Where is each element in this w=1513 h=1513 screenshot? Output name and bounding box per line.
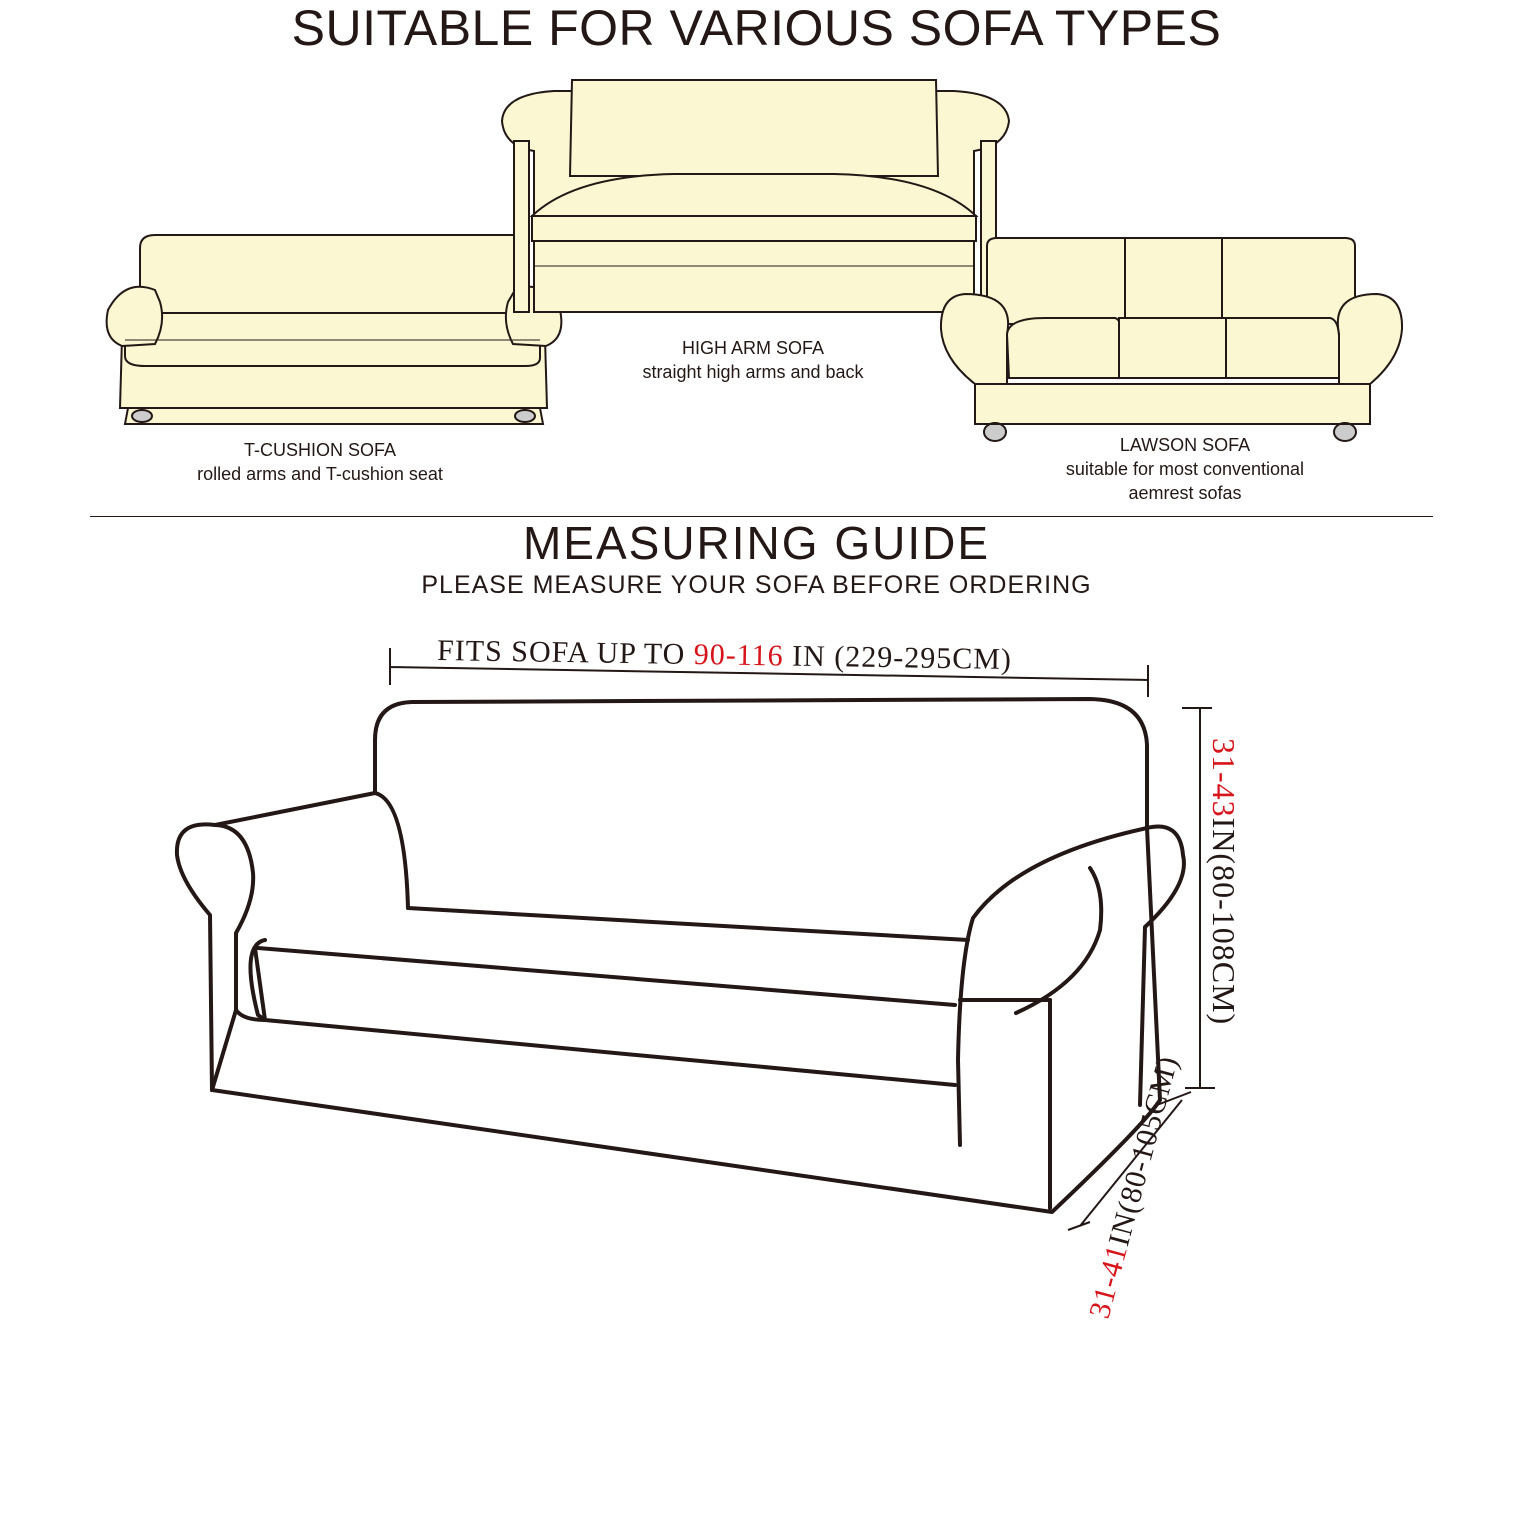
lawson-sofa-illustration [935,234,1410,448]
width-prefix: FITS SOFA UP TO [436,634,695,672]
height-value: 31-43 [1206,738,1242,818]
width-value: 90-116 [693,638,784,673]
measuring-diagram [0,620,1513,1360]
height-label [1206,738,1242,1025]
t-cushion-sofa-name: T-CUSHION SOFA [243,440,396,460]
depth-label [1083,1052,1185,1322]
high-arm-sofa-description: straight high arms and back [642,362,864,382]
height-suffix: IN(80-108CM) [1206,817,1242,1026]
measuring-guide-title: MEASURING GUIDE [522,517,991,569]
depth-suffix: IN(80-105CM) [1102,1052,1185,1250]
high-arm-sofa-name: HIGH ARM SOFA [681,338,825,358]
page-title: SUITABLE FOR VARIOUS SOFA TYPES [291,0,1222,56]
lawson-sofa-description-line2: aemrest sofas [1128,483,1242,503]
measuring-guide-subtitle: PLEASE MEASURE YOUR SOFA BEFORE ORDERING [421,571,1092,599]
t-cushion-sofa-description: rolled arms and T-cushion seat [197,464,443,484]
lawson-sofa-description-line1: suitable for most conventional [1065,459,1305,479]
lawson-sofa-name: LAWSON SOFA [1119,435,1251,455]
width-suffix: IN (229-295CM) [783,639,1013,677]
sofa-outline [177,699,1184,1212]
depth-value: 31-41 [1082,1240,1135,1322]
